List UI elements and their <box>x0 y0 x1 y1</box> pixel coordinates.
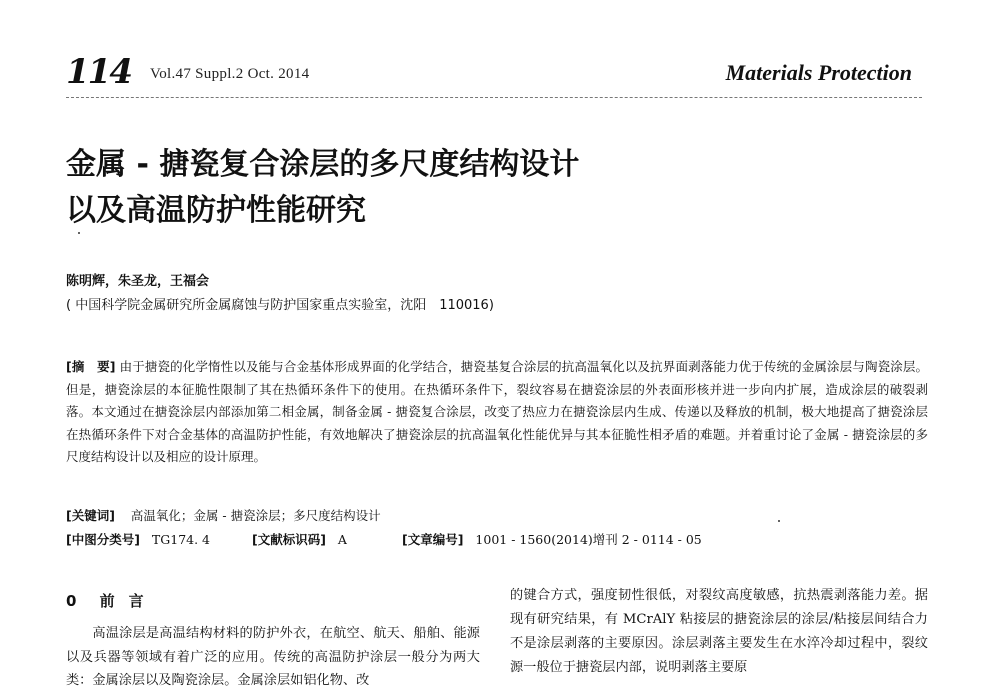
clc-label: [中图分类号] <box>66 532 140 547</box>
abstract-label: [摘 要] <box>66 359 116 374</box>
header-divider <box>66 97 922 98</box>
article-number-label: [文章编号] <box>402 532 464 547</box>
title-line-1: 金属 - 搪瓷复合涂层的多尺度结构设计 <box>66 147 580 182</box>
section-heading <box>66 590 158 611</box>
abstract <box>66 356 928 469</box>
keywords <box>66 506 381 524</box>
journal-name: Materials Protection <box>725 60 912 85</box>
issue-info: Vol.47 Suppl.2 Oct. 2014 <box>150 66 310 82</box>
scan-speck <box>78 232 80 234</box>
body-paragraph-left: 高温涂层是高温结构材料的防护外衣，在航空、航天、船舶、能源以及兵器等领域有着广泛的应用。传统的高温防护涂层一般分为两大类：金属涂层以及陶瓷涂层。金属涂层如铝化物、改 <box>66 626 480 688</box>
affiliation: ( 中国科学院金属研究所金属腐蚀与防护国家重点实验室，沈阳 110016) <box>66 298 494 313</box>
article-title <box>66 142 846 234</box>
keywords-label: [关键词] <box>66 508 115 523</box>
page-number: 114 <box>66 52 131 92</box>
section-title: 前言 <box>99 592 158 610</box>
keywords-text: 高温氧化；金属 - 搪瓷涂层；多尺度结构设计 <box>130 508 381 523</box>
doc-code-value: A <box>337 532 347 547</box>
authors: 陈明辉，朱圣龙，王福会 <box>66 274 210 289</box>
body-column-left <box>66 622 480 693</box>
abstract-text: 由于搪瓷的化学惰性以及能与合金基体形成界面的化学结合，搪瓷基复合涂层的抗高温氧化以及抗界面剥落能力优于传统的金属涂层与陶瓷涂层。但是，搪瓷涂层的本征脆性限制了其在热循环条件下的使用。在热循环条件下，裂纹容易在搪瓷涂层的外表面形核并进一步向内扩展，造成涂层的破裂剥落。本文通过在搪瓷涂层内部添加第二相金属，制备金属 - 搪瓷复合涂层，改变了热应力在搪瓷涂层内生成、传递以及释放的机制，极大地提高了搪瓷涂层在热循环条件下对合金基体的高温防护性能，有效地解决了搪瓷涂层的抗高温氧化性能优异与其本征脆性相矛盾的难题。并着重讨论了金属 - 搪瓷涂层的多尺度结构设计以及相应的设计原理。 <box>66 359 928 465</box>
classification-line <box>66 530 826 548</box>
section-number: 0 <box>66 592 77 610</box>
body-column-right <box>510 584 928 680</box>
doc-code-label: [文献标识码] <box>252 532 326 547</box>
title-line-2: 以及高温防护性能研究 <box>66 193 366 228</box>
body-paragraph-right: 的键合方式，强度韧性很低，对裂纹高度敏感，抗热震剥落能力差。据现有研究结果，有 MCrAlY 粘接层的搪瓷涂层的涂层/粘接层间结合力不是涂层剥落的主要原因。涂层剥落主要发生在水淬冷却过程中，裂纹源一般位于搪瓷层内部，说明剥落主要原 <box>510 588 928 675</box>
scan-speck <box>778 520 780 522</box>
clc-value: TG174. 4 <box>151 532 211 547</box>
article-number-value: 1001 - 1560(2014)增刊 2 - 0114 - 05 <box>475 532 702 547</box>
